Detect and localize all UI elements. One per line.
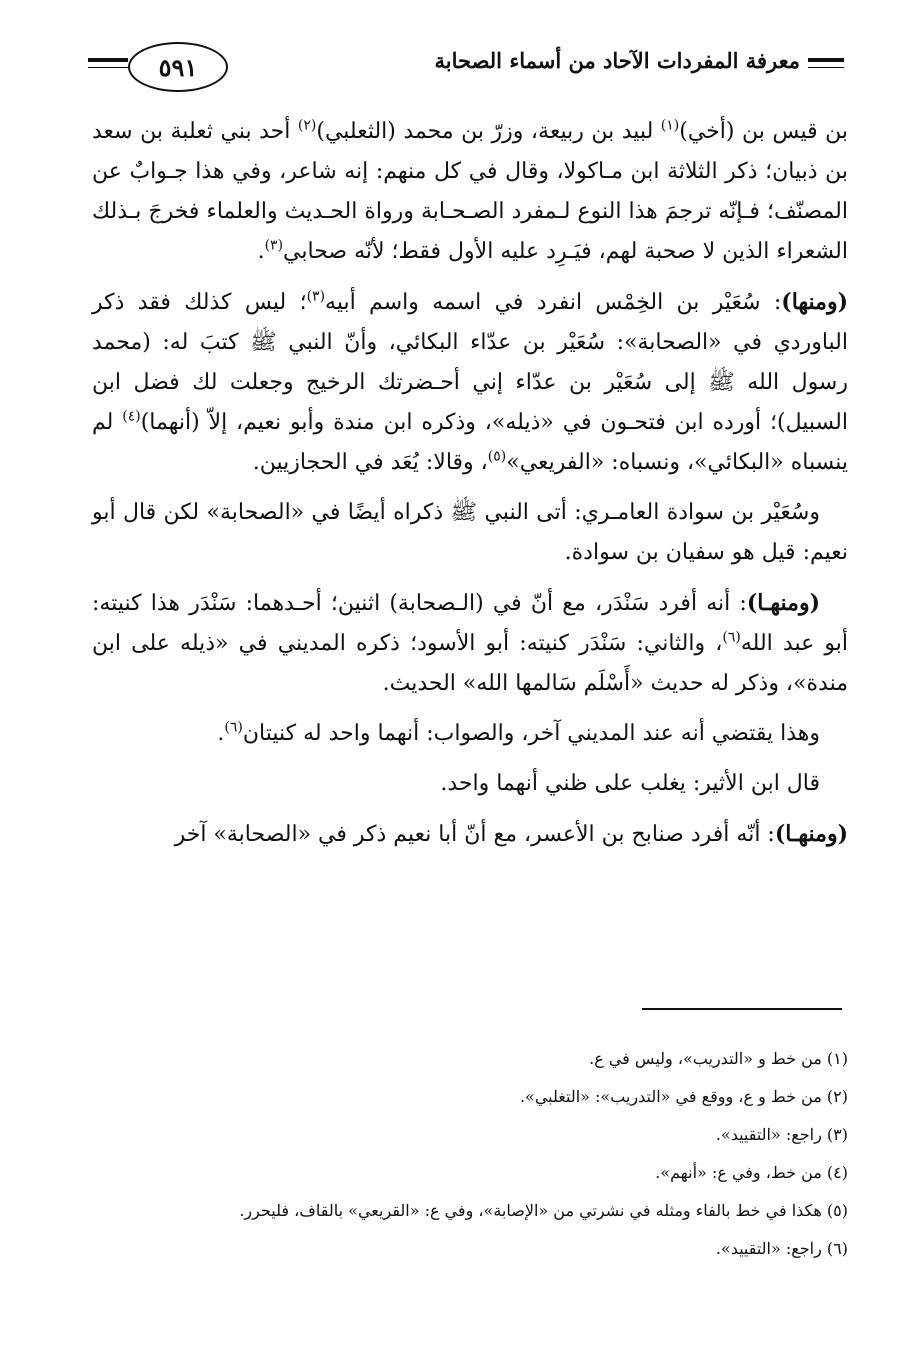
footnote-ref: (٥) xyxy=(487,448,507,465)
text-run: لم ينسباه «البكائي»، ونسباه: «الفريعي» xyxy=(92,410,848,475)
header-rule-left xyxy=(88,58,128,62)
page-header xyxy=(88,36,844,96)
footnote-ref: (٣) xyxy=(264,237,284,254)
main-text xyxy=(92,112,848,865)
paragraph xyxy=(92,814,848,855)
footnote-ref: (٤) xyxy=(122,408,141,425)
header-rule-left-thin xyxy=(88,67,128,68)
paragraph xyxy=(92,112,848,272)
text-run: ، والثاني: سَنْدَر كنيته: أبو الأسود؛ ذكره المديني في «ذيله على ابن مندة»، وذكر له حديث «أَسْلَم سَالمها الله» الحديث. xyxy=(92,631,848,696)
header-title-bar xyxy=(816,58,844,62)
text-run: . xyxy=(217,721,225,746)
text-run: وهذا يقتضي أنه عند المديني آخر، والصواب: أنهما واحد له كنيتان xyxy=(242,721,820,746)
footnote-ref: (٢) xyxy=(297,117,317,134)
section-marker: (ومنهـا) xyxy=(774,821,848,847)
text-run: بن قيس بن (أخي) xyxy=(679,119,848,144)
footnote: (٣) راجع: «التقييد». xyxy=(715,1125,848,1144)
footnote: (٦) راجع: «التقييد». xyxy=(715,1239,848,1258)
footnote-ref: (٣) xyxy=(306,288,326,305)
footnote: (٥) هكذا في خط بالفاء ومثله في نشرتي من «الإصابة»، وفي ع: «القريعي» بالقاف، فليحرر. xyxy=(239,1201,848,1220)
text-run: . xyxy=(257,239,265,264)
text-run: ، وقالا: يُعَد في الحجازيين. xyxy=(252,450,488,475)
footnotes xyxy=(92,1040,848,1268)
footnote-separator xyxy=(642,1008,842,1010)
footnote: (٢) من خط و ع، ووقع في «التدريب»: «التغلبي». xyxy=(519,1087,848,1106)
text-run: : سُعَيْر بن الخِمْس انفرد في اسمه واسم أبيه xyxy=(325,290,782,315)
text-run: وسُعَيْر بن سوادة العامـري: أتى النبي ﷺ ذكراه أيضًا في «الصحابة» لكن قال أبو نعيم: قيل هو سفيان بن سوادة. xyxy=(92,500,848,565)
paragraph xyxy=(92,583,848,704)
paragraph xyxy=(92,714,848,754)
text-run: : أنّه أفرد صنابح بن الأعسر، مع أنّ أبا نعيم ذكر في «الصحابة» آخر xyxy=(174,822,775,847)
paragraph xyxy=(92,282,848,483)
section-marker: (ومنها) xyxy=(781,289,848,315)
text-run: : أنه أفرد سَنْدَر، مع أنّ في (الـصحابة) اثنين؛ أحـدهما: سَنْدَر هذا كنيته: أبو عبد الله xyxy=(92,591,848,656)
footnote-ref: (١) xyxy=(660,117,680,134)
text-run: لبيد بن ربيعة، وزرّ بن محمد (الثعلبي) xyxy=(316,119,661,144)
footnote: (١) من خط و «التدريب»، وليس في ع. xyxy=(589,1049,848,1068)
page-number: ٥٩١ xyxy=(128,42,228,92)
section-marker: (ومنهـا) xyxy=(746,590,820,616)
footnote-ref: (٦) xyxy=(722,629,741,646)
text-run: أحد بني ثعلبة بن سعد بن ذبيان؛ ذكر الثلاثة ابن مـاكولا، وقال في كل منهم: إنه شاعر، وفي هذا جـوابٌ عن المصنّف؛ فـإنّه ترجمَ هذا النوع لـمفرد الصـحـابة ورواة الحـديث والعلماء فخرجَ بـذلك الشعراء الذين لا صحبة لهم، فيَـرِد عليه الأول فقط؛ لأنّه صحابي xyxy=(92,119,848,264)
paragraph xyxy=(92,493,848,573)
footnote-ref: (٦) xyxy=(224,719,243,736)
footnote: (٤) من خط، وفي ع: «أنهم». xyxy=(655,1163,848,1182)
text-run: قال ابن الأثير: يغلب على ظني أنهما واحد. xyxy=(440,771,820,796)
text-run: ؛ ليس كذلك فقد ذكر الباوردي في «الصحابة»: سُعَيْر بن عدّاء البكائي، وأنّ النبي ﷺ كتبَ له: (محمد رسول الله ﷺ إلى سُعَيْر بن عدّاء إني أحـضرتك الرخيج وجعلت لك فضل ابن السبيل)؛ أورده ابن فتحـون في «ذيله»، وذكره ابن مندة وأبو نعيم، إلاّ (أنهما) xyxy=(92,290,848,435)
paragraph xyxy=(92,764,848,804)
running-title: معرفة المفردات الآحاد من أسماء الصحابة xyxy=(427,48,808,73)
